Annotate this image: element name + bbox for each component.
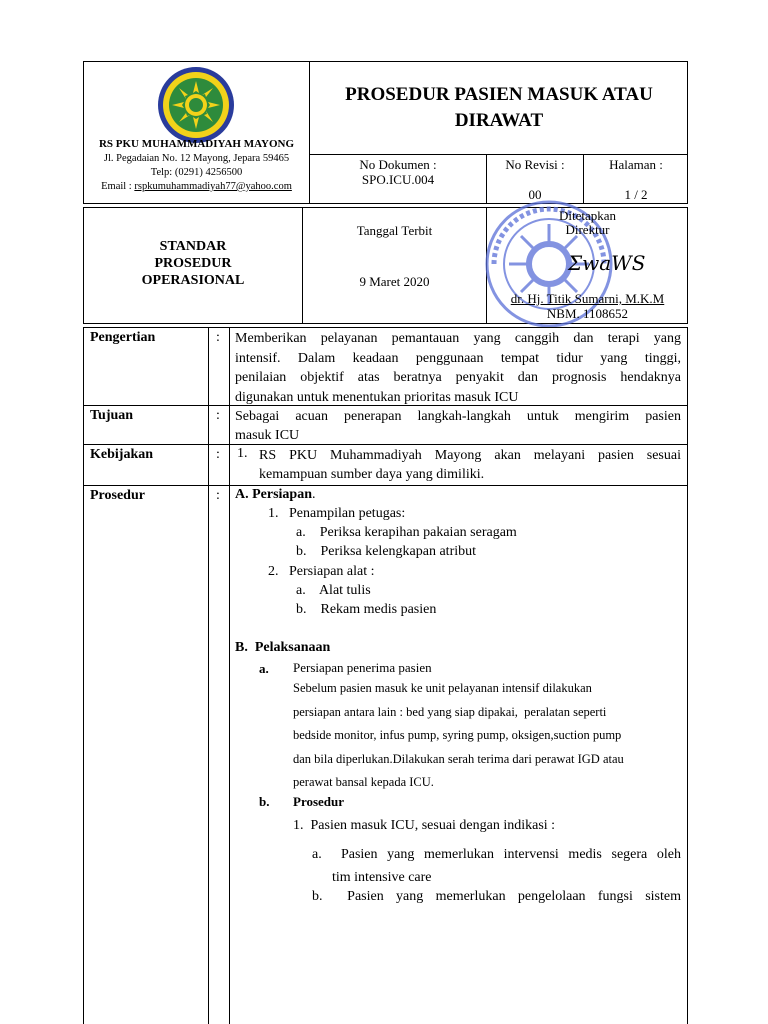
header-divider-horizontal: [309, 154, 688, 155]
hospital-logo: [156, 65, 236, 145]
hospital-email-line: [84, 181, 309, 192]
page-value: 1 / 2: [624, 187, 648, 202]
hospital-address: Jl. Pegadaian No. 12 Mayong, Jepara 59465: [103, 153, 290, 164]
sop-label-line1: STANDAR: [159, 239, 227, 254]
document-title-line2: DIRAWAT: [454, 110, 544, 131]
revision-value: 00: [528, 187, 542, 202]
prosedur-step-1b-line: b. Pasien yang memerlukan pengelolaan fungsi sistem: [312, 889, 681, 904]
prosedur-colon: :: [216, 488, 220, 503]
kebijakan-colon: :: [216, 447, 220, 462]
pelaksanaan-a-line: Sebelum pasien masuk ke unit pelayanan intensif dilakukan: [293, 681, 592, 695]
issue-date-value: 9 Maret 2020: [359, 274, 430, 289]
prosedur-step-1: 1. Pasien masuk ICU, sesuai dengan indikasi :: [293, 818, 556, 833]
kebijakan-number: 1.: [237, 446, 248, 461]
pelaksanaan-a-text: [293, 677, 683, 795]
pelaksanaan-a-title: Persiapan penerima pasien: [293, 660, 432, 675]
section-b-heading: B. Pelaksanaan: [235, 640, 331, 655]
approval-label-line1: Ditetapkan: [558, 208, 617, 223]
pelaksanaan-a-line: perawat bansal kepada ICU.: [293, 775, 434, 789]
prosedur-label: Prosedur: [90, 488, 145, 503]
tujuan-line: masuk ICU: [235, 428, 300, 443]
tujuan-text: [235, 407, 681, 445]
director-signature: ΣwaWS: [568, 251, 646, 275]
persiapan-item-2a: a. Alat tulis: [296, 583, 371, 598]
tujuan-line: Sebagai acuan penerapan langkah-langkah untuk mengirim pasien: [235, 409, 681, 424]
pengertian-line: penilaian objektif atas beratnya penyakit dan prognosis hendaknya: [235, 370, 681, 385]
director-name: dr. Hj. Titik Sumarni, M.K.M: [510, 291, 665, 306]
persiapan-item-1b: b. Periksa kelengkapan atribut: [296, 544, 477, 559]
kebijakan-text: [259, 446, 681, 484]
page-label: Halaman :: [609, 157, 663, 172]
sop-label-line3: OPERASIONAL: [141, 273, 245, 288]
persiapan-item-1: 1. Penampilan petugas:: [268, 506, 406, 521]
pelaksanaan-a-letter: a.: [259, 661, 269, 676]
hospital-email-label: Email :: [101, 181, 135, 192]
kebijakan-line: kemampuan sumber daya yang dimiliki.: [259, 467, 485, 482]
row-divider-3: [83, 485, 688, 486]
prosedur-step-1b: [312, 889, 681, 905]
pengertian-line: Memberikan pelayanan pemantauan yang canggih dan terapi yang: [235, 331, 681, 346]
hospital-phone: Telp: (0291) 4256500: [150, 167, 243, 178]
persiapan-item-2b: b. Rekam medis pasien: [296, 602, 437, 617]
doc-number-value: SPO.ICU.004: [361, 172, 435, 187]
section-a-heading: [235, 487, 316, 503]
prosedur-step-1a-line: tim intensive care: [332, 870, 432, 885]
hospital-email-link[interactable]: rspkumuhammadiyah77@yahoo.com: [134, 181, 292, 192]
content-col-divider-2: [229, 327, 230, 1024]
pengertian-colon: :: [216, 330, 220, 345]
content-col-divider-1: [208, 327, 209, 1024]
pengertian-text: [235, 329, 681, 407]
prosedur-step-1a: [312, 843, 681, 889]
section-a-title: A. Persiapan: [235, 487, 312, 502]
pengertian-label: Pengertian: [90, 330, 156, 345]
section-a-dot: .: [312, 487, 316, 502]
document-title-line1: PROSEDUR PASIEN MASUK ATAU: [345, 84, 653, 105]
prosedur-step-1a-line: a. Pasien yang memerlukan intervensi medis segera oleh: [312, 847, 681, 862]
persiapan-item-2: 2. Persiapan alat :: [268, 564, 375, 579]
director-nbm: NBM. 1108652: [546, 306, 629, 321]
pelaksanaan-a-line: dan bila diperlukan.Dilakukan serah terima dari perawat IGD atau: [293, 751, 624, 766]
kebijakan-line: RS PKU Muhammadiyah Mayong akan melayani pasien sesuai: [259, 448, 681, 463]
sop-label-line2: PROSEDUR: [154, 256, 232, 271]
pelaksanaan-a-line: persiapan antara lain : bed yang siap dipakai, peralatan seperti: [293, 704, 607, 719]
pelaksanaan-b-letter: b.: [259, 794, 270, 809]
tujuan-label: Tujuan: [90, 408, 134, 423]
tujuan-colon: :: [216, 408, 220, 423]
doc-number-label: No Dokumen :: [359, 157, 437, 172]
pengertian-line: digunakan untuk menentukan prioritas masuk ICU: [235, 389, 519, 405]
issue-date-label: Tanggal Terbit: [356, 223, 433, 238]
pelaksanaan-a-line: bedside monitor, infus pump, syring pump, oksigen,suction pump: [293, 728, 622, 742]
persiapan-item-1a: a. Periksa kerapihan pakaian seragam: [296, 525, 517, 540]
kebijakan-label: Kebijakan: [90, 447, 154, 462]
pengertian-line: intensif. Dalam keadaan penggunaan tempat tidur yang tinggi,: [235, 350, 681, 366]
pelaksanaan-b-title: Prosedur: [293, 794, 345, 809]
approval-label-line2: Direktur: [565, 222, 610, 237]
revision-label: No Revisi :: [505, 157, 565, 172]
hospital-name: RS PKU MUHAMMADIYAH MAYONG: [98, 138, 295, 150]
